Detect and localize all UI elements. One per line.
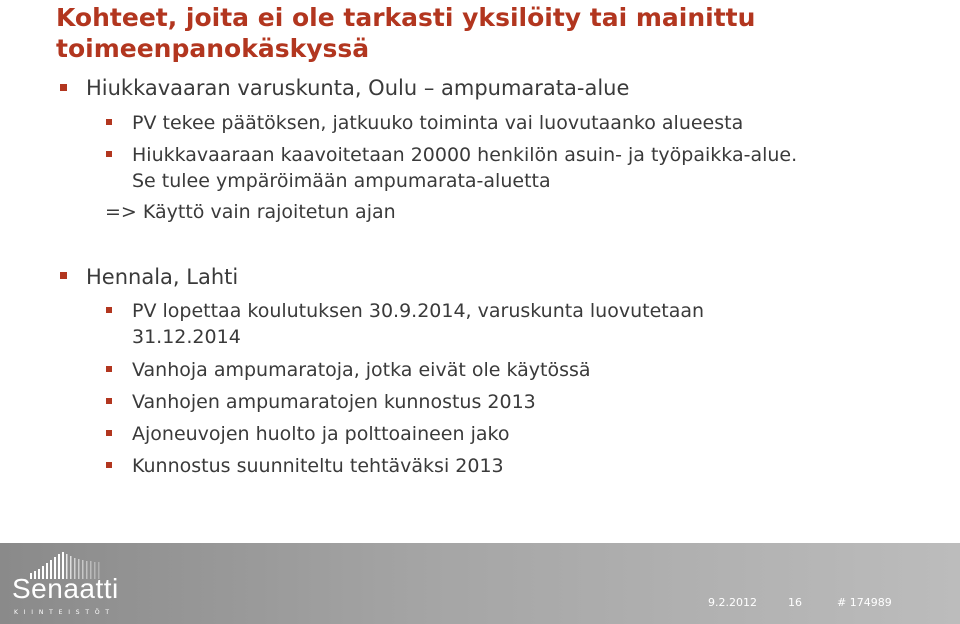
bullet-marker	[106, 430, 112, 436]
bullet-marker	[60, 84, 67, 91]
section-heading-hennala: Hennala, Lahti	[86, 265, 239, 289]
bullet-marker	[106, 151, 112, 157]
bullet-marker	[106, 398, 112, 404]
list-item: PV lopettaa koulutuksen 30.9.2014, varuskunta luovutetaan	[132, 300, 705, 322]
bullet-marker	[60, 272, 67, 279]
footer-bar	[0, 543, 960, 624]
page-title: Kohteet, joita ei ole tarkasti yksilöity tai mainittu toimeenpanokäskyssä	[56, 3, 756, 63]
logo-subtitle: KIINTEISTÖT	[14, 609, 115, 616]
footer-document-id: # 174989	[837, 596, 892, 609]
list-item: Ajoneuvojen huolto ja polttoaineen jako	[132, 423, 510, 445]
conclusion-note: => Käyttö vain rajoitetun ajan	[105, 201, 396, 223]
bullet-marker	[106, 119, 112, 125]
footer-date: 9.2.2012	[708, 596, 757, 609]
bullet-marker	[106, 462, 112, 468]
footer-page-number: 16	[788, 596, 802, 609]
section-heading-hiukkavaara: Hiukkavaaran varuskunta, Oulu – ampumarata-alue	[86, 76, 630, 100]
logo-wordmark: Senaatti	[12, 573, 119, 604]
list-item: Hiukkavaaraan kaavoitetaan 20000 henkilön asuin- ja työpaikka-alue.	[132, 144, 798, 166]
bullet-marker	[106, 366, 112, 372]
list-item-continuation: Se tulee ympäröimään ampumarata-aluetta	[132, 170, 551, 192]
list-item: PV tekee päätöksen, jatkuuko toiminta vai luovutaanko alueesta	[132, 112, 744, 134]
list-item: Vanhoja ampumaratoja, jotka eivät ole käytössä	[132, 359, 591, 381]
list-item: Vanhojen ampumaratojen kunnostus 2013	[132, 391, 536, 413]
bullet-marker	[106, 307, 112, 313]
list-item-continuation: 31.12.2014	[132, 326, 241, 348]
list-item: Kunnostus suunniteltu tehtäväksi 2013	[132, 455, 504, 477]
